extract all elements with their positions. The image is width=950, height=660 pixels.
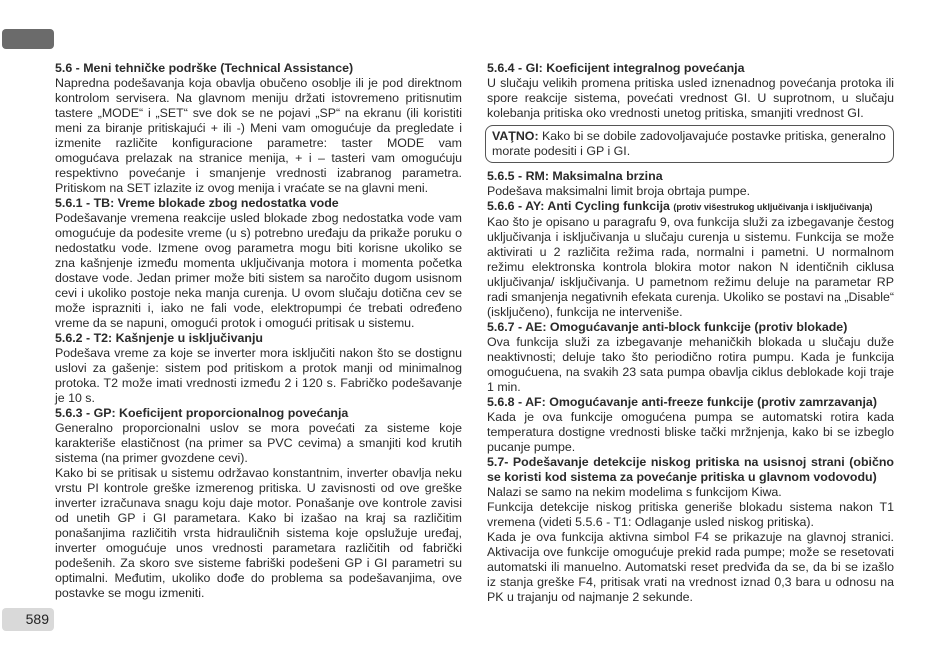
section-5-6-3-text-2: Kako bi se pritisak u sistemu održavao konstantnim, inverter obavlja neku vrstu PI kontrole greške izmerenog pritiska. U zavisnosti od ove greške inverter izračunava snagu koju daje motor. Ponašanje ove kontrole zavisi od unetih GP i GI parametara. Kako bi izašao na kraj sa različitim ponašanjima različitih vrsta hidrauličnih sistema koje opslužuje uređaj, inverter omogućuje unos vrednosti parametara različitih od fabrički podešenih. Za skoro sve sisteme fabriški podešeni GP i GI parametri su optimalni. Međutim, ukoliko dođe do problema sa podešavanjima, ove postavke se mogu izmeniti. [55,466,462,600]
section-5-6-5-text: Podešava maksimalni limit broja obrtaja pumpe. [487,184,751,198]
important-note-text: Kako bi se dobile zadovoljavajuće postavke pritiska, generalno morate podesiti i GP i GI. [492,129,886,158]
section-5-6-7-heading: 5.6.7 - AE: Omogućavanje anti-block funkcije (protiv blokade) [487,320,848,334]
important-note-label: VAŢNO: [492,129,539,143]
section-5-7-text-3: Kada je ova funkcija aktivna simbol F4 se prikazuje na glavnoj stranici. Aktivacija ove funkcije omogućuje prekid rada pumpe; može se resetovati automatski ili manuelno. Automatski reset predviđa da se, da bi se izašlo iz stanja greške F4, pritisak vrati na vrednost iznad 0,3 bara u odnosu na PK u trajanju od najmanje 2 sekunde. [487,530,894,604]
important-note-box [485,125,894,163]
section-5-7-text-2: Funkcija detekcije niskog pritiska generiše blokadu sistema nakon T1 vremena (videti 5.5.6 - T1: Odlaganje usled niskog pritiska). [487,500,894,529]
section-5-6-2-text: Podešava vreme za koje se inverter mora isključiti nakon što se dostignu uslovi za gašenje: sistem pod pritiskom a protok manji od minimalnog protoka. T2 može imati vrednosti između 2 i 120 s. Fabričko podešavanje je 10 s. [55,346,462,405]
section-5-6-1-heading: 5.6.1 - TB: Vreme blokade zbog nedostatka vode [55,196,339,210]
section-5-6-3-heading: 5.6.3 - GP: Koeficijent proporcionalnog povećanja [55,406,349,420]
section-5-6-8-heading: 5.6.8 - AF: Omogućavanje anti-freeze funkcije (protiv zamrzavanja) [487,395,877,409]
right-column [487,61,894,605]
section-5-6-4-text: U slučaju velikih promena pritiska usled iznenadnog povećanja protoka ili spore reakcije sistema, povećati vrednost GI. U suprotnom, u slučaju kolebanja pritiska oko vrednosti unetog pritiska, smanjiti vrednost GI. [487,76,894,120]
section-5-6-heading: 5.6 - Meni tehničke podrške (Technical Assistance) [55,61,354,75]
section-5-6-text: Napredna podešavanja koja obavlja obučeno osoblje ili je pod direktnom kontrolom servisera. Na glavnom meniju držati istovremeno pritisnutim tastere „MODE“ i „SET“ sve dok se ne pojavi „SP“ na ekranu (ili koristiti meni za biranje pritiskajući + ili -) Meni vam omogućuje da pregledate i izmenite različite konfiguracione parametre: taster MODE vam omogućava prelazak na stranice menija, + i – tasteri vam omogućuju respektivno povećanje i smanjenje vrednosti izabranog parametra. Pritiskom na SET izlazite iz ovog menija i vraćate se na glavni meni. [55,76,462,195]
left-column [55,61,462,601]
chapter-tab [2,29,54,49]
section-5-6-6-subtitle: (protiv višestrukog uključivanja i isključivanja) [673,202,873,212]
section-5-6-7-text: Ova funkcija služi za izbegavanje mehaničkih blokada u slučaju duže neaktivnosti; deluje tako što periodično rotira pumpu. Kada je funkcija omogućuena, na svakih 23 sata pumpa obavlja ciklus deblokade koji traje 1 min. [487,335,894,394]
section-5-6-5-heading: 5.6.5 - RM: Maksimalna brzina [487,169,663,183]
section-5-6-1-text: Podešavanje vremena reakcije usled blokade zbog nedostatka vode vam omogućuje da podesite vreme (u s) potrebno uređaju da prikaže poruku o nedostatku vode. Izmene ovog parametra mogu biti korisne ukoliko se zna kašnjenje između momenta uključivanja motora i momenta početka dostave vode. Jedan primer može biti sistem sa naročito dugom usisnom cevi i ukoliko postoje neka manja curenja. U ovom slučaju dotična cev se može isprazniti i, iako ne fali vode, elektropumpi će trebati određeno vreme da se napuni, omogući protok i omogući pritisak u sistemu. [55,211,462,330]
section-5-6-3-text-1: Generalno proporcionalni uslov se mora povećati za sisteme koje karakteriše elastičnost (na primer sa PVC cevima) a smanjiti kod krutih sistema (na primer gvozdene cevi). [55,421,462,465]
page-number: 589 [2,608,54,631]
section-5-7-text-1: Nalazi se samo na nekim modelima s funkcijom Kiwa. [487,485,782,499]
section-5-6-6-title: 5.6.6 - AY: Anti Cycling funkcija [487,199,674,213]
section-5-6-2-heading: 5.6.2 - T2: Kašnjenje u isključivanju [55,331,263,345]
section-5-6-8-text: Kada je ova funkcije omogućena pumpa se automatski rotira kada temperatura dostigne vrednosti bliske tački mržnjenja, kako bi se izbeglo pucanje pumpe. [487,410,894,454]
section-5-7-heading: 5.7- Podešavanje detekcije niskog pritiska na usisnoj strani (obično se koristi kod sistema za povećanje pritiska u glavnom vodovodu) [487,455,894,484]
section-5-6-6-text: Kao što je opisano u paragrafu 9, ova funkcija služi za izbegavanje čestog uključivanja i isključivanja u slučaju curenja u sistemu. Funkcija se može aktivirati u 2 različita režima rada, normalni i pametni. U normalnom režimu elektronska kontrola blokira motor nakon N identičnih ciklusa uključivanja/ isključivanja. U pametnom režimu deluje na parametar RP radi smanjenja negativnih efekata curenja. Ukoliko se postavi na „Disable“ (isključeno), funkcija ne interveniše. [487,215,894,319]
section-5-6-4-heading: 5.6.4 - GI: Koeficijent integralnog povećanja [487,61,745,75]
section-5-6-6-heading [487,199,894,215]
